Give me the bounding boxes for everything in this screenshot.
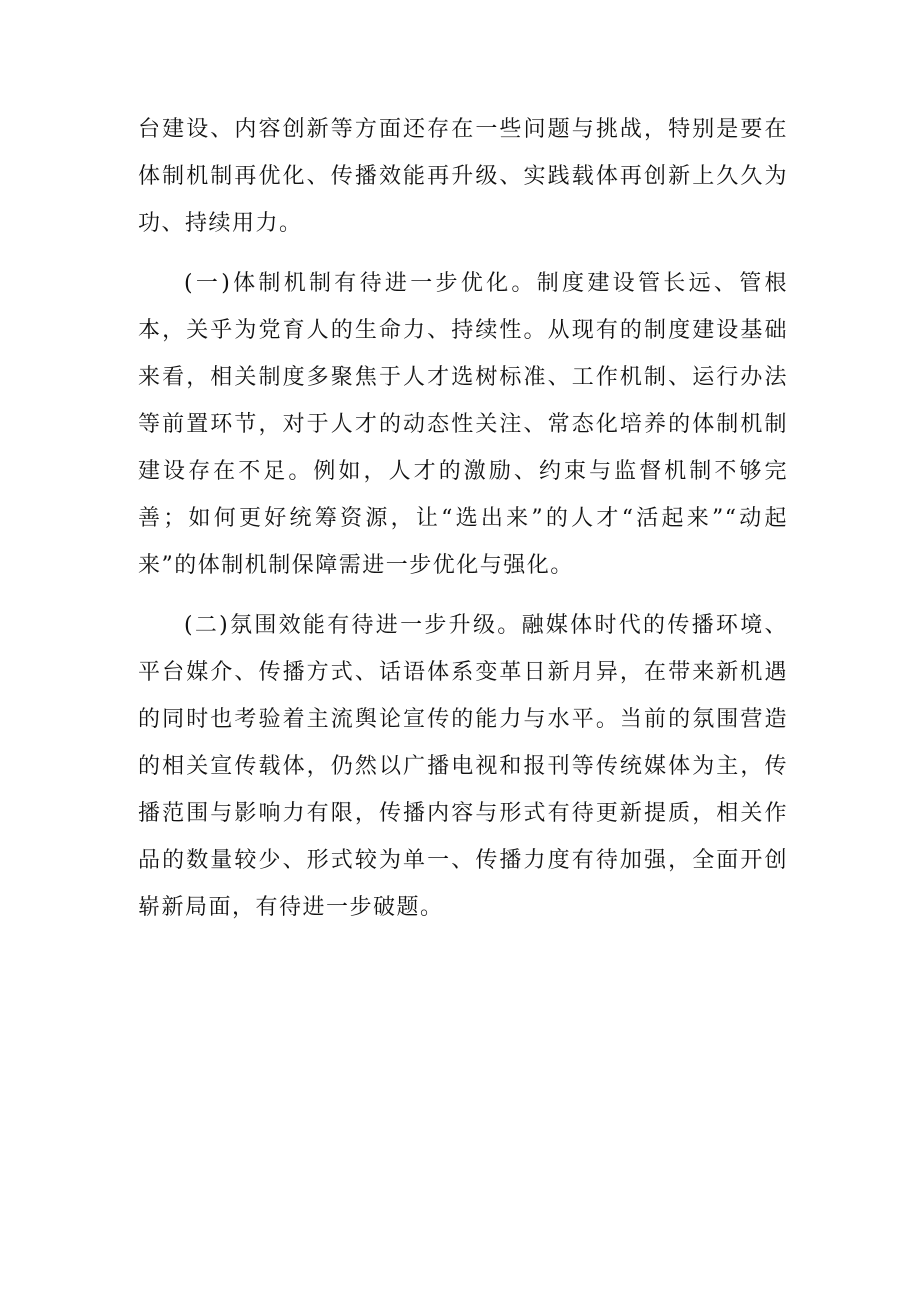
section-heading: (一)体制机制有待进一步优化。 xyxy=(184,271,537,296)
paragraph-text: 台建设、内容创新等方面还存在一些问题与挑战，特别是要在体制机制再优化、传播效能再升级、实践载体再创新上久久为功、持续用力。 xyxy=(138,117,788,236)
paragraph-text: 融媒体时代的传播环境、平台媒介、传播方式、话语体系变革日新月异，在带来新机遇的同时也考验着主流舆论宣传的能力与水平。当前的氛围营造的相关宣传载体，仍然以广播电视和报刊等传统媒体为主，传播范围与影响力有限，传播内容与形式有待更新提质，相关作品的数量较少、形式较为单一、传播力度有待加强，全面开创崭新局面，有待进一步破题。 xyxy=(138,613,788,920)
paragraph-section-1 xyxy=(138,260,788,589)
document-body xyxy=(138,106,788,944)
paragraph-text: 制度建设管长远、管根本，关乎为党育人的生命力、持续性。从现有的制度建设基础来看，相关制度多聚焦于人才选树标准、工作机制、运行办法等前置环节，对于人才的动态性关注、常态化培养的体制机制建设存在不足。例如，人才的激励、约束与监督机制不够完善；如何更好统筹资源，让“选出来”的人才“活起来”“动起来”的体制机制保障需进一步优化与强化。 xyxy=(138,271,788,578)
paragraph-continuation xyxy=(138,106,788,247)
section-heading: (二)氛围效能有待进一步升级。 xyxy=(184,613,522,638)
paragraph-section-2 xyxy=(138,602,788,931)
